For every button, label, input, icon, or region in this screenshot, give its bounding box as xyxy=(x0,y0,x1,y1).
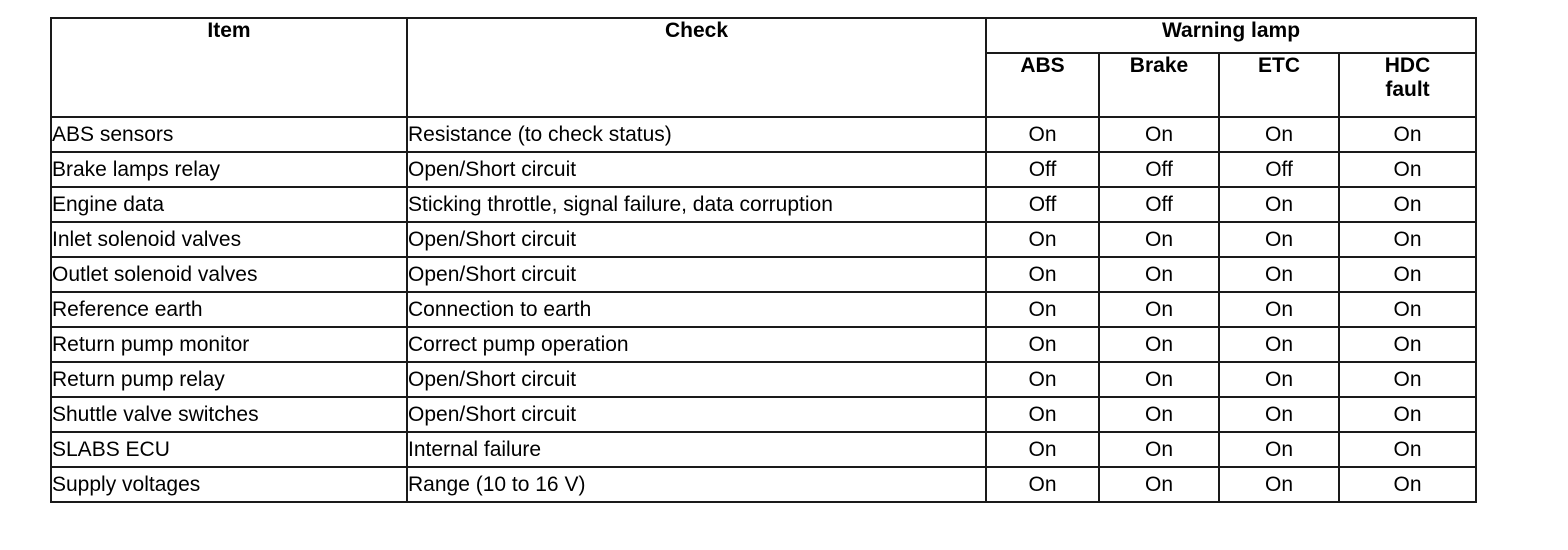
brake-lamp-cell: On xyxy=(1099,222,1219,257)
item-cell: Reference earth xyxy=(51,292,407,327)
hdc-fault-lamp-cell: On xyxy=(1339,222,1476,257)
table-row xyxy=(51,257,1476,292)
check-cell: Open/Short circuit xyxy=(407,152,986,187)
etc-lamp-cell: On xyxy=(1219,187,1339,222)
etc-lamp-cell: On xyxy=(1219,432,1339,467)
item-cell: ABS sensors xyxy=(51,117,407,152)
hdc-fault-lamp-cell: On xyxy=(1339,117,1476,152)
abs-lamp-cell: On xyxy=(986,292,1099,327)
table-row xyxy=(51,467,1476,502)
item-cell: Return pump monitor xyxy=(51,327,407,362)
table-row xyxy=(51,222,1476,257)
brake-lamp-cell: On xyxy=(1099,467,1219,502)
table-body xyxy=(51,117,1476,502)
check-cell: Internal failure xyxy=(407,432,986,467)
brake-lamp-cell: On xyxy=(1099,397,1219,432)
hdc-fault-lamp-cell: On xyxy=(1339,187,1476,222)
etc-lamp-cell: On xyxy=(1219,117,1339,152)
check-cell: Range (10 to 16 V) xyxy=(407,467,986,502)
item-cell: Shuttle valve switches xyxy=(51,397,407,432)
table-row xyxy=(51,397,1476,432)
etc-lamp-cell: On xyxy=(1219,362,1339,397)
header-brake: Brake xyxy=(1099,53,1219,117)
check-cell: Sticking throttle, signal failure, data corruption xyxy=(407,187,986,222)
check-cell: Open/Short circuit xyxy=(407,222,986,257)
check-cell: Open/Short circuit xyxy=(407,362,986,397)
header-hdc-line2: fault xyxy=(1385,78,1430,101)
item-cell: SLABS ECU xyxy=(51,432,407,467)
header-check: Check xyxy=(407,18,986,117)
abs-lamp-cell: On xyxy=(986,222,1099,257)
hdc-fault-lamp-cell: On xyxy=(1339,257,1476,292)
etc-lamp-cell: On xyxy=(1219,257,1339,292)
item-cell: Inlet solenoid valves xyxy=(51,222,407,257)
check-cell: Open/Short circuit xyxy=(407,257,986,292)
header-row-top xyxy=(51,18,1476,53)
table-row xyxy=(51,292,1476,327)
hdc-fault-lamp-cell: On xyxy=(1339,362,1476,397)
etc-lamp-cell: Off xyxy=(1219,152,1339,187)
check-cell: Open/Short circuit xyxy=(407,397,986,432)
header-abs: ABS xyxy=(986,53,1099,117)
brake-lamp-cell: On xyxy=(1099,432,1219,467)
etc-lamp-cell: On xyxy=(1219,397,1339,432)
header-hdc-line1: HDC xyxy=(1384,54,1431,77)
check-cell: Connection to earth xyxy=(407,292,986,327)
hdc-fault-lamp-cell: On xyxy=(1339,432,1476,467)
item-cell: Supply voltages xyxy=(51,467,407,502)
check-cell: Resistance (to check status) xyxy=(407,117,986,152)
warning-lamp-table xyxy=(50,17,1477,503)
brake-lamp-cell: On xyxy=(1099,292,1219,327)
table-row xyxy=(51,117,1476,152)
header-item: Item xyxy=(51,18,407,117)
item-cell: Engine data xyxy=(51,187,407,222)
hdc-fault-lamp-cell: On xyxy=(1339,292,1476,327)
abs-lamp-cell: On xyxy=(986,257,1099,292)
etc-lamp-cell: On xyxy=(1219,222,1339,257)
item-cell: Return pump relay xyxy=(51,362,407,397)
brake-lamp-cell: On xyxy=(1099,362,1219,397)
brake-lamp-cell: On xyxy=(1099,117,1219,152)
hdc-fault-lamp-cell: On xyxy=(1339,327,1476,362)
hdc-fault-lamp-cell: On xyxy=(1339,397,1476,432)
hdc-fault-lamp-cell: On xyxy=(1339,152,1476,187)
check-cell: Correct pump operation xyxy=(407,327,986,362)
table-row xyxy=(51,362,1476,397)
abs-lamp-cell: On xyxy=(986,397,1099,432)
abs-lamp-cell: On xyxy=(986,432,1099,467)
item-cell: Outlet solenoid valves xyxy=(51,257,407,292)
abs-lamp-cell: Off xyxy=(986,187,1099,222)
table-row xyxy=(51,152,1476,187)
table-row xyxy=(51,187,1476,222)
hdc-fault-lamp-cell: On xyxy=(1339,467,1476,502)
brake-lamp-cell: On xyxy=(1099,327,1219,362)
table-row xyxy=(51,432,1476,467)
etc-lamp-cell: On xyxy=(1219,467,1339,502)
header-hdc-fault xyxy=(1339,53,1476,117)
etc-lamp-cell: On xyxy=(1219,292,1339,327)
abs-lamp-cell: On xyxy=(986,117,1099,152)
table-row xyxy=(51,327,1476,362)
brake-lamp-cell: On xyxy=(1099,257,1219,292)
header-warning-lamp: Warning lamp xyxy=(986,18,1476,53)
abs-lamp-cell: Off xyxy=(986,152,1099,187)
brake-lamp-cell: Off xyxy=(1099,187,1219,222)
header-etc: ETC xyxy=(1219,53,1339,117)
etc-lamp-cell: On xyxy=(1219,327,1339,362)
abs-lamp-cell: On xyxy=(986,467,1099,502)
abs-lamp-cell: On xyxy=(986,327,1099,362)
abs-lamp-cell: On xyxy=(986,362,1099,397)
item-cell: Brake lamps relay xyxy=(51,152,407,187)
brake-lamp-cell: Off xyxy=(1099,152,1219,187)
